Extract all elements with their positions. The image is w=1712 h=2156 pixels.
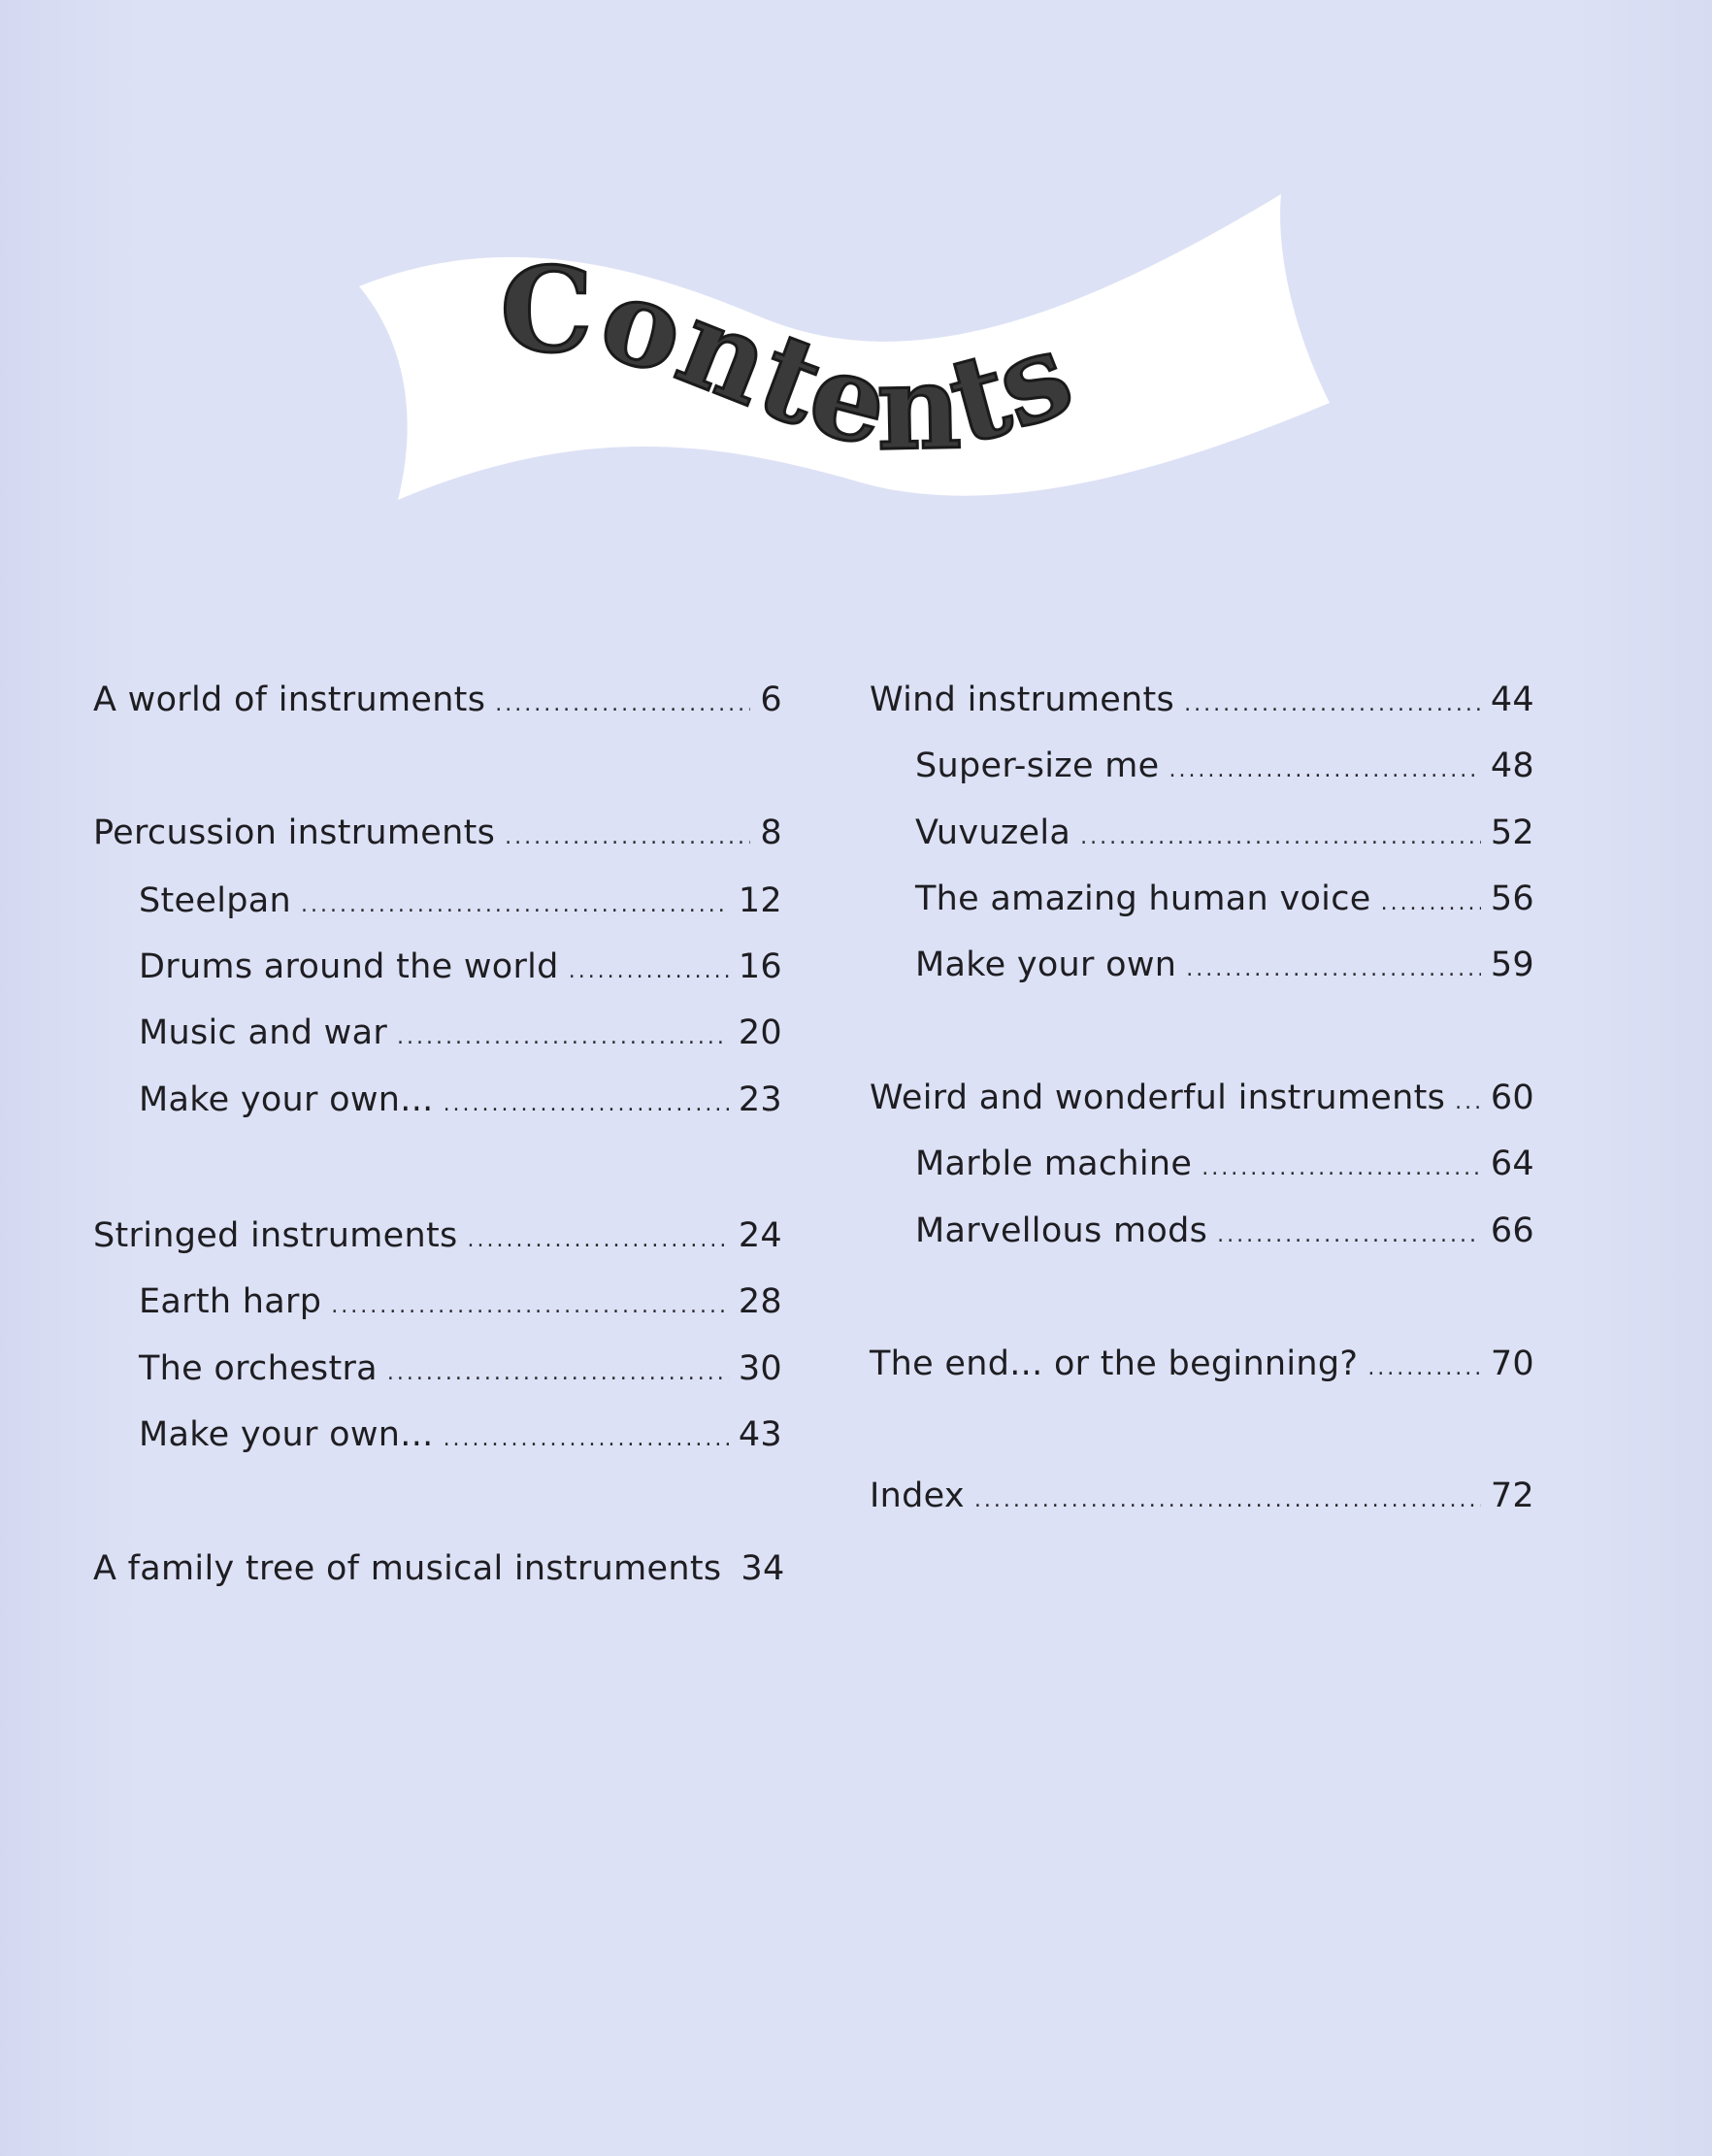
page-number: 59: [1490, 945, 1534, 984]
toc-subentry[interactable]: Marvellous mods ..... 66: [915, 1209, 1534, 1258]
page-number: 8: [760, 813, 782, 852]
toc-subentry[interactable]: Steelpan ..... 12: [139, 879, 782, 928]
toc-entry[interactable]: A world of instruments ..... 6: [93, 678, 782, 727]
page-number: 20: [738, 1013, 782, 1052]
toc-subentry[interactable]: Make your own ..... 59: [915, 943, 1534, 992]
toc-subentry[interactable]: The amazing human voice ..... 56: [915, 877, 1534, 926]
page-number: 64: [1490, 1144, 1534, 1183]
page-number: 24: [738, 1216, 782, 1255]
page-number: 52: [1490, 813, 1534, 852]
title-banner: [349, 189, 1339, 519]
page-number: 28: [738, 1282, 782, 1321]
page-number: 70: [1490, 1344, 1534, 1383]
page-number: 66: [1490, 1211, 1534, 1250]
page-number: 72: [1490, 1476, 1534, 1515]
toc-subentry[interactable]: Make your own... ..... 43: [139, 1412, 782, 1462]
page-number: 34: [741, 1549, 785, 1588]
page-number: 23: [738, 1080, 782, 1119]
toc-entry[interactable]: Percussion instruments ..... 8: [93, 811, 782, 860]
banner-ribbon: [349, 189, 1339, 519]
toc-subentry[interactable]: Music and war ..... 20: [139, 1011, 782, 1060]
toc-entry[interactable]: Index ..... 72: [870, 1474, 1534, 1523]
page-number: 48: [1490, 746, 1534, 785]
page-number: 43: [738, 1415, 782, 1454]
toc-subentry[interactable]: The orchestra ..... 30: [139, 1346, 782, 1396]
toc-subentry[interactable]: Vuvuzela ..... 52: [915, 811, 1534, 860]
toc-entry[interactable]: Stringed instruments ..... 24: [93, 1213, 782, 1263]
toc-entry[interactable]: Weird and wonderful instruments ..... 60: [870, 1076, 1534, 1125]
page-number: 6: [760, 680, 782, 719]
toc-subentry[interactable]: Marble machine ..... 64: [915, 1142, 1534, 1191]
page-title: Contents: [499, 241, 1092, 478]
toc-entry[interactable]: The end... or the beginning? ..... 70: [870, 1342, 1534, 1391]
page-number: 60: [1490, 1078, 1534, 1117]
page-number: 30: [738, 1349, 782, 1388]
toc-entry[interactable]: A family tree of musical instruments 34: [93, 1546, 782, 1596]
page-number: 56: [1490, 879, 1534, 918]
toc-subentry[interactable]: Drums around the world ..... 16: [139, 945, 782, 994]
page-number: 12: [738, 881, 782, 920]
toc-entry[interactable]: Wind instruments ..... 44: [870, 678, 1534, 727]
page-number: 16: [738, 947, 782, 986]
toc-subentry[interactable]: Earth harp ..... 28: [139, 1279, 782, 1329]
toc-subentry[interactable]: Make your own... ..... 23: [139, 1078, 782, 1127]
toc-subentry[interactable]: Super-size me ..... 48: [915, 744, 1534, 793]
page-number: 44: [1490, 680, 1534, 719]
